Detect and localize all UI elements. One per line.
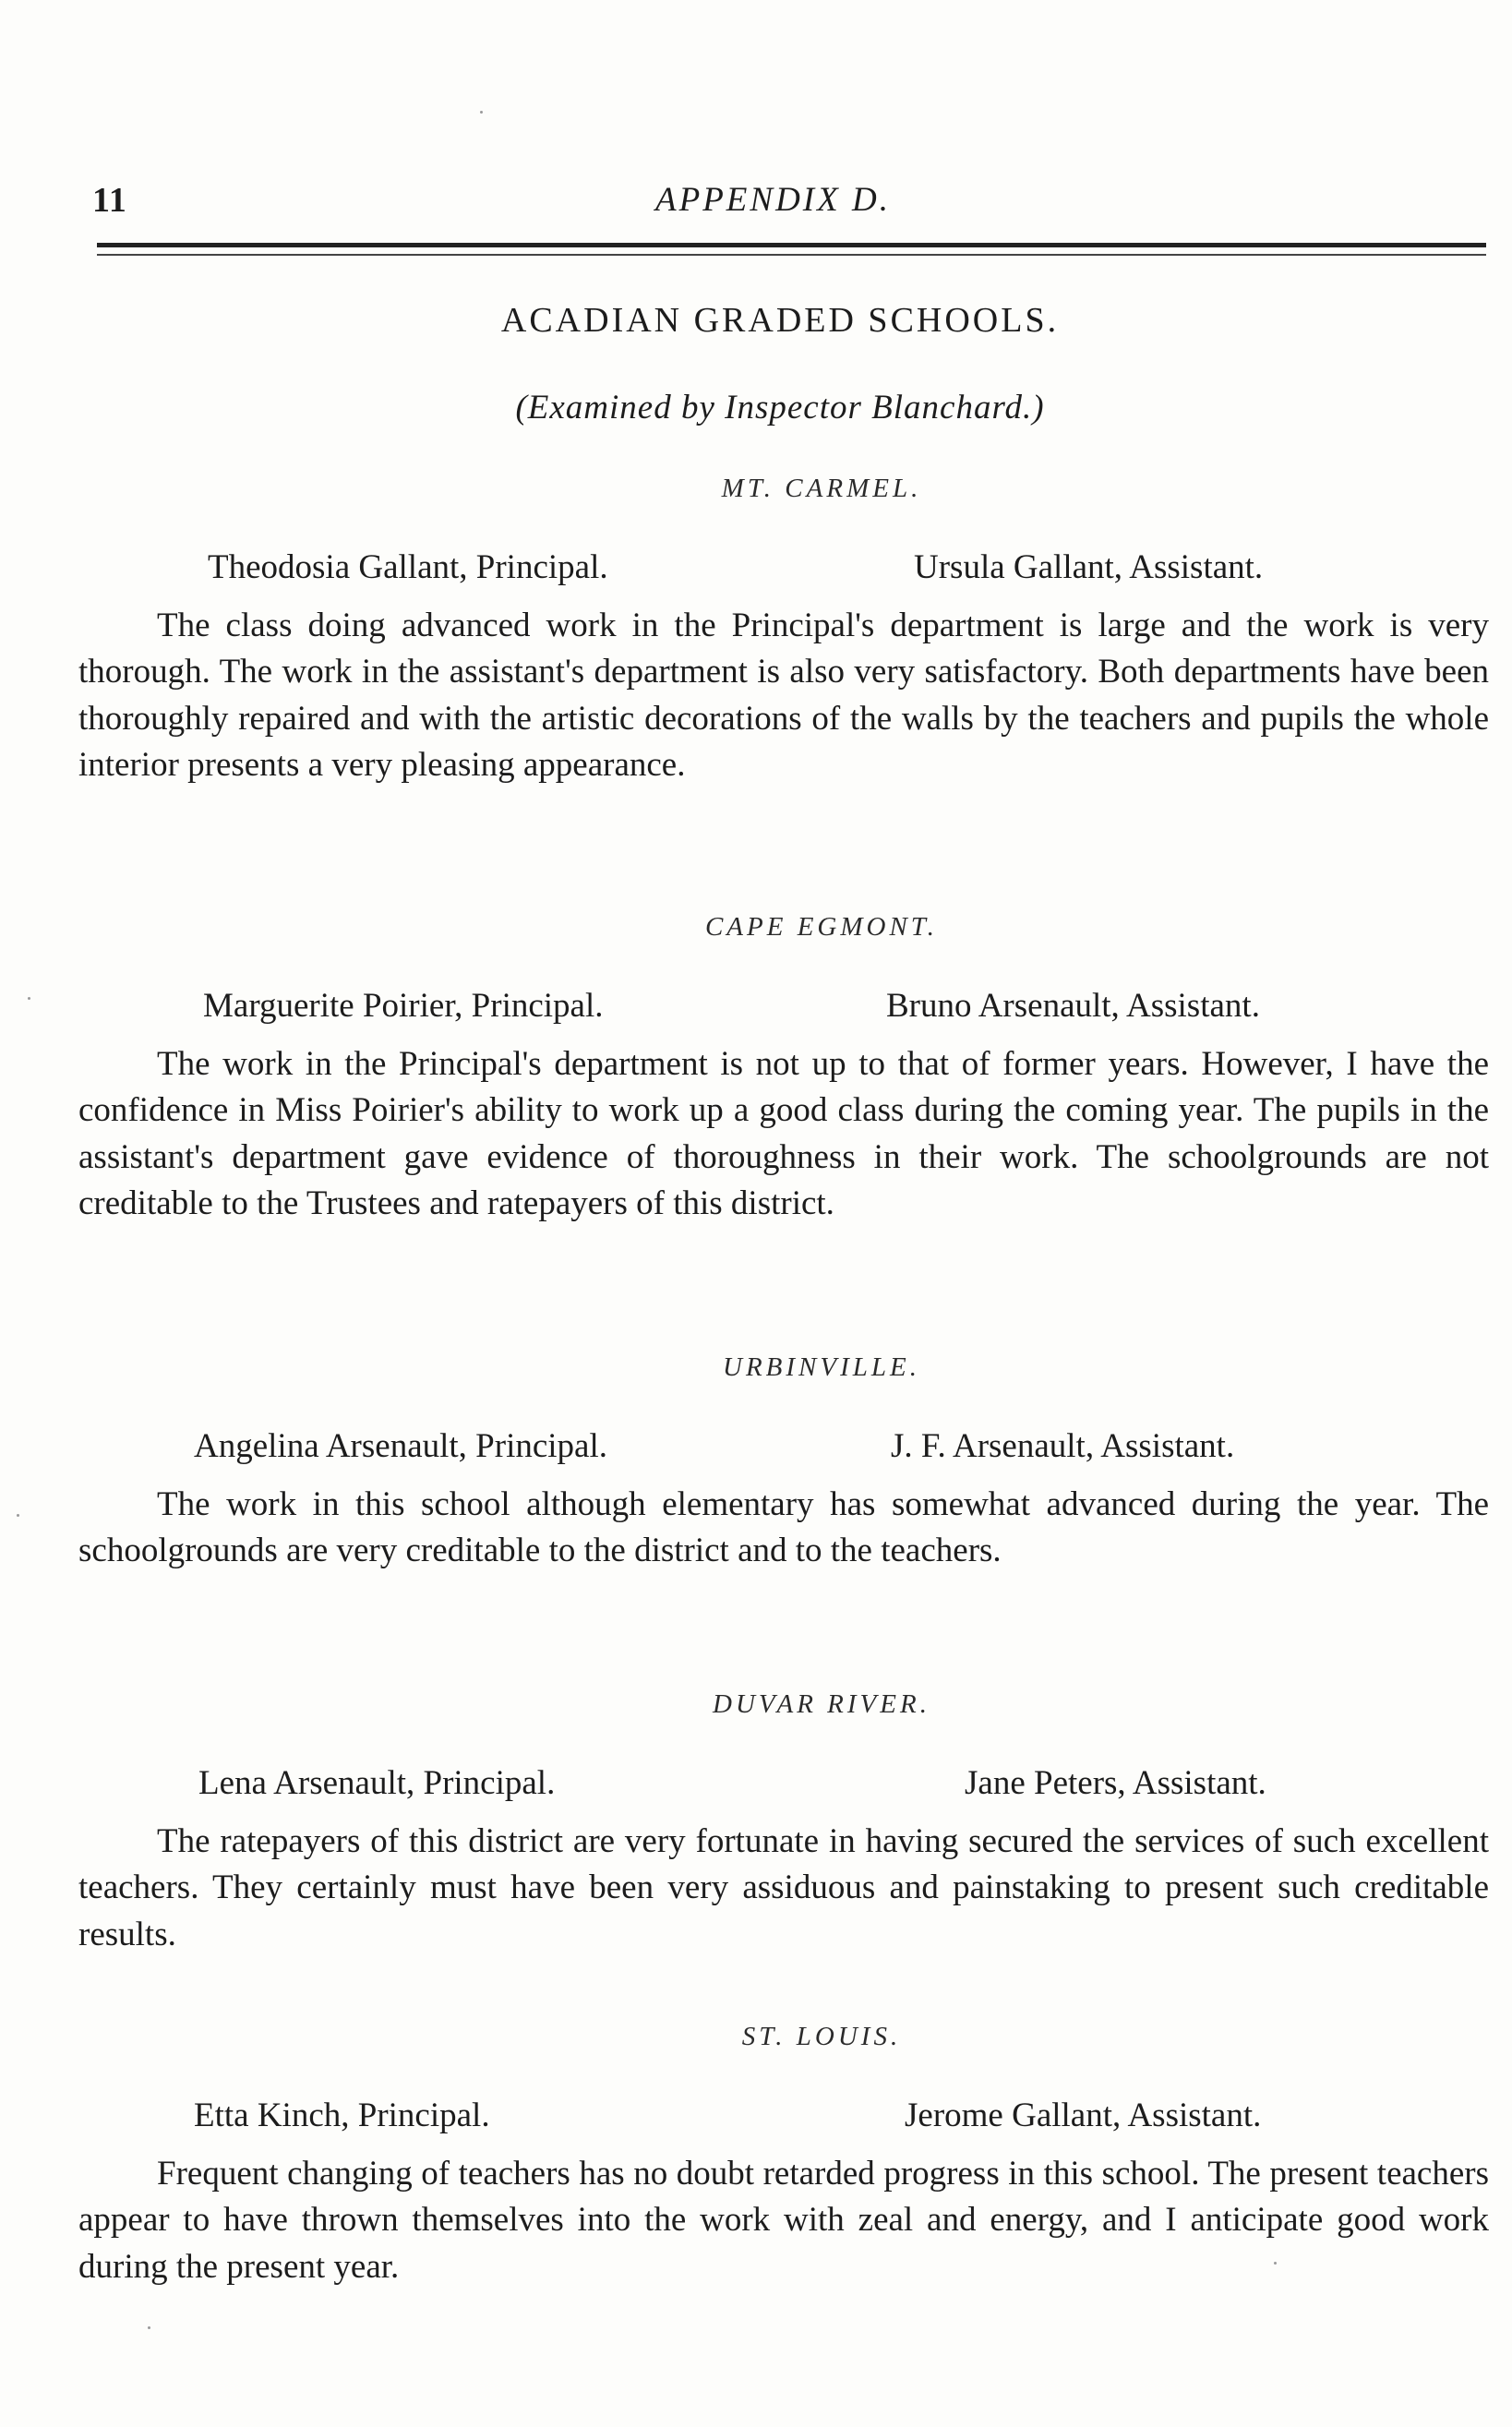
principal-name: Lena Arsenault, Principal.: [198, 1764, 556, 1802]
scan-speck: [28, 997, 30, 1000]
principal-name: Marguerite Poirier, Principal.: [203, 987, 604, 1025]
assistant-name: Bruno Arsenault, Assistant.: [886, 987, 1260, 1025]
staff-line: [78, 1763, 1491, 1809]
assistant-name: Ursula Gallant, Assistant.: [914, 548, 1264, 586]
school-name: CAPE EGMONT.: [704, 912, 939, 942]
assistant-name: Jerome Gallant, Assistant.: [905, 2097, 1262, 2134]
staff-line: [78, 547, 1491, 594]
assistant-name: Jane Peters, Assistant.: [965, 1764, 1266, 1802]
school-report: Frequent changing of teachers has no doubt retarded progress in this school. The present teachers appear to have thrown themselves into the work with zeal and energy, and I anticipate good work during the present year.: [78, 2155, 1489, 2286]
school-name: DUVAR RIVER.: [713, 1689, 930, 1719]
school-report: The ratepayers of this district are very fortunate in having secured the services of such excellent teachers. They certainly must have been very assiduous and painstaking to present such creditable results.: [78, 1822, 1489, 1953]
principal-name: Theodosia Gallant, Principal.: [208, 548, 608, 586]
scan-speck: [480, 111, 483, 114]
assistant-name: J. F. Arsenault, Assistant.: [891, 1427, 1235, 1465]
document-title: ACADIAN GRADED SCHOOLS.: [500, 301, 1060, 340]
header-rule-thin: [97, 254, 1486, 256]
school-name: MT. CARMEL.: [721, 474, 922, 503]
principal-name: Angelina Arsenault, Principal.: [194, 1427, 608, 1465]
running-header: [92, 180, 1486, 226]
staff-line: [78, 986, 1491, 1032]
school-name: ST. LOUIS.: [741, 2022, 902, 2051]
scan-speck: [17, 1514, 19, 1517]
school-name: URBINVILLE.: [723, 1352, 920, 1382]
staff-line: [78, 2096, 1491, 2142]
scan-speck: [1274, 2262, 1277, 2265]
principal-name: Etta Kinch, Principal.: [194, 2097, 490, 2134]
school-report: The work in this school although elementary has somewhat advanced during the year. The schoolgrounds are very creditable to the district and to the teachers.: [78, 1485, 1489, 1570]
scan-speck: [148, 2326, 150, 2329]
document-subtitle: (Examined by Inspector Blanchard.): [515, 389, 1045, 427]
page-number: 11: [92, 181, 127, 220]
school-report: The class doing advanced work in the Principal's department is large and the work is very thorough. The work in the assistant's department is also very satisfactory. Both departments have been thoroughly repaired and with the artistic decorations of the walls by the teachers and pupils the whole interior presents a very pleasing appearance.: [78, 607, 1489, 785]
school-report: The work in the Principal's department is not up to that of former years. However, I have the confidence in Miss Poirier's ability to work up a good class during the coming year. The pupils in the assistant's department gave evidence of thoroughness in their work. The schoolgrounds are not creditable to the Trustees and ratepayers of this district.: [78, 1045, 1489, 1223]
staff-line: [78, 1426, 1491, 1472]
header-rule-thick: [97, 243, 1486, 247]
running-title: APPENDIX D.: [655, 181, 891, 219]
